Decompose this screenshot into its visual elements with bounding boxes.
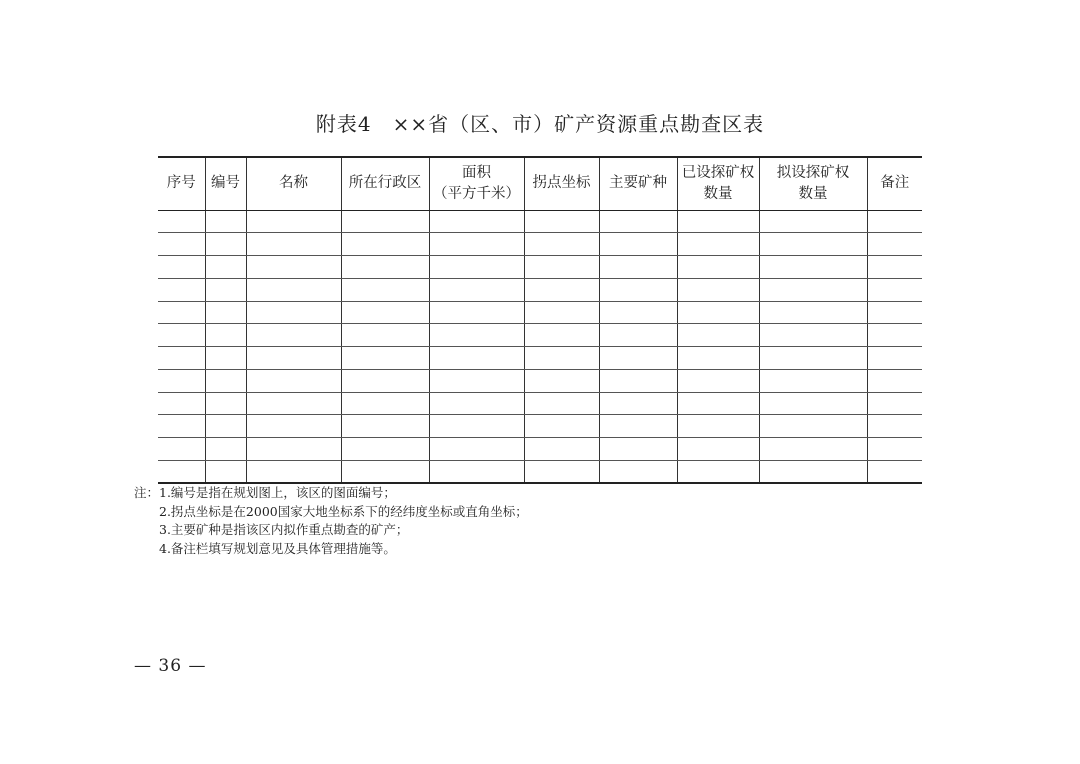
table-cell [867, 256, 922, 279]
table-cell [341, 301, 429, 324]
table-title: 附表4 ××省（区、市）矿产资源重点勘查区表 [315, 112, 765, 136]
table-cell [599, 210, 677, 233]
table-cell [341, 392, 429, 415]
table-cell [677, 210, 759, 233]
table-cell [867, 415, 922, 438]
table-cell [205, 347, 246, 370]
table-cell [599, 347, 677, 370]
table-cell [429, 460, 524, 483]
table-cell [205, 438, 246, 461]
table-cell [341, 233, 429, 256]
table-cell [677, 324, 759, 347]
table-cell [246, 210, 341, 233]
table-row [158, 392, 922, 415]
table-cell [158, 415, 205, 438]
table-cell [158, 256, 205, 279]
table-cell [524, 415, 599, 438]
table-cell [599, 415, 677, 438]
table-cell [759, 392, 867, 415]
table-cell [599, 233, 677, 256]
note-item [134, 503, 528, 522]
column-header: 已设探矿权 数量 [677, 157, 759, 210]
table-cell [341, 324, 429, 347]
table-cell [759, 460, 867, 483]
table-row [158, 460, 922, 483]
table-cell [341, 438, 429, 461]
table-cell [867, 301, 922, 324]
table-cell [341, 347, 429, 370]
header-row [158, 157, 922, 210]
table-cell [158, 278, 205, 301]
table-cell [246, 460, 341, 483]
table-cell [205, 324, 246, 347]
table-cell [677, 256, 759, 279]
table-cell [524, 256, 599, 279]
table-cell [246, 347, 341, 370]
table-cell [205, 460, 246, 483]
table-cell [205, 392, 246, 415]
table-cell [867, 460, 922, 483]
table-cell [246, 278, 341, 301]
column-header: 拟设探矿权 数量 [759, 157, 867, 210]
column-header: 备注 [867, 157, 922, 210]
note-item [134, 484, 528, 503]
table-body [158, 210, 922, 483]
table-cell [246, 415, 341, 438]
table-cell [341, 256, 429, 279]
table-cell [677, 392, 759, 415]
table-cell [205, 210, 246, 233]
column-header: 编号 [205, 157, 246, 210]
table-cell [205, 233, 246, 256]
note-text: 1.编号是指在规划图上，该区的图面编号； [159, 485, 396, 500]
table-cell [246, 369, 341, 392]
table-cell [677, 347, 759, 370]
table-cell [524, 301, 599, 324]
note-item [134, 540, 528, 559]
table-cell [524, 369, 599, 392]
table-row [158, 369, 922, 392]
table-cell [429, 210, 524, 233]
table-cell [524, 392, 599, 415]
table-cell [341, 369, 429, 392]
table-cell [158, 460, 205, 483]
table-cell [599, 301, 677, 324]
table-cell [759, 233, 867, 256]
table-cell [158, 369, 205, 392]
table-cell [599, 256, 677, 279]
table-cell [158, 233, 205, 256]
table-cell [205, 256, 246, 279]
table-row [158, 301, 922, 324]
table-cell [599, 460, 677, 483]
table-cell [341, 415, 429, 438]
table-cell [429, 369, 524, 392]
table-cell [759, 278, 867, 301]
table-row [158, 324, 922, 347]
table-cell [867, 438, 922, 461]
table-cell [867, 369, 922, 392]
note-text: 2.拐点坐标是在2000国家大地坐标系下的经纬度坐标或直角坐标； [159, 503, 528, 519]
table-cell [429, 301, 524, 324]
table-cell [524, 278, 599, 301]
table-cell [524, 347, 599, 370]
table-cell [677, 460, 759, 483]
key-exploration-area-table [158, 156, 922, 484]
table-cell [867, 278, 922, 301]
table-cell [246, 301, 341, 324]
table-cell [867, 233, 922, 256]
table-row [158, 415, 922, 438]
table-cell [246, 324, 341, 347]
table-cell [759, 301, 867, 324]
column-header: 序号 [158, 157, 205, 210]
table-cell [867, 347, 922, 370]
table-cell [429, 415, 524, 438]
table-cell [759, 324, 867, 347]
table-cell [158, 324, 205, 347]
data-table-container [158, 156, 922, 484]
table-cell [524, 460, 599, 483]
table-row [158, 233, 922, 256]
table-cell [599, 369, 677, 392]
table-cell [205, 301, 246, 324]
table-cell [246, 256, 341, 279]
table-cell [759, 210, 867, 233]
table-cell [677, 438, 759, 461]
table-cell [867, 392, 922, 415]
table-cell [246, 233, 341, 256]
table-cell [677, 415, 759, 438]
table-row [158, 278, 922, 301]
table-cell [759, 256, 867, 279]
column-header: 面积 （平方千米） [429, 157, 524, 210]
table-cell [524, 324, 599, 347]
table-cell [429, 392, 524, 415]
table-cell [867, 210, 922, 233]
table-cell [524, 438, 599, 461]
table-cell [205, 369, 246, 392]
table-row [158, 438, 922, 461]
table-cell [429, 278, 524, 301]
table-cell [524, 233, 599, 256]
table-cell [246, 392, 341, 415]
table-row [158, 256, 922, 279]
column-header: 名称 [246, 157, 341, 210]
table-cell [759, 369, 867, 392]
page-number: — 36 — [134, 656, 207, 676]
table-cell [429, 324, 524, 347]
table-cell [759, 438, 867, 461]
table-cell [205, 278, 246, 301]
table-cell [677, 278, 759, 301]
table-cell [524, 210, 599, 233]
table-cell [205, 415, 246, 438]
table-cell [158, 347, 205, 370]
table-cell [677, 369, 759, 392]
table-cell [599, 392, 677, 415]
table-cell [158, 438, 205, 461]
table-cell [677, 301, 759, 324]
table-cell [759, 415, 867, 438]
note-item [134, 521, 528, 540]
table-cell [867, 324, 922, 347]
table-cell [759, 347, 867, 370]
column-header: 主要矿种 [599, 157, 677, 210]
table-cell [158, 210, 205, 233]
table-cell [429, 347, 524, 370]
table-notes [134, 484, 528, 558]
table-cell [246, 438, 341, 461]
table-cell [677, 233, 759, 256]
table-cell [599, 278, 677, 301]
table-cell [429, 438, 524, 461]
table-cell [158, 392, 205, 415]
table-row [158, 347, 922, 370]
table-cell [599, 438, 677, 461]
table-cell [429, 256, 524, 279]
table-cell [599, 324, 677, 347]
column-header: 所在行政区 [341, 157, 429, 210]
table-cell [429, 233, 524, 256]
notes-lead: 注： [134, 485, 160, 500]
note-text: 4.备注栏填写规划意见及具体管理措施等。 [159, 540, 396, 556]
table-cell [158, 301, 205, 324]
table-row [158, 210, 922, 233]
note-text: 3.主要矿种是指该区内拟作重点勘查的矿产； [159, 522, 409, 537]
table-cell [341, 460, 429, 483]
table-cell [341, 210, 429, 233]
table-cell [341, 278, 429, 301]
column-header: 拐点坐标 [524, 157, 599, 210]
